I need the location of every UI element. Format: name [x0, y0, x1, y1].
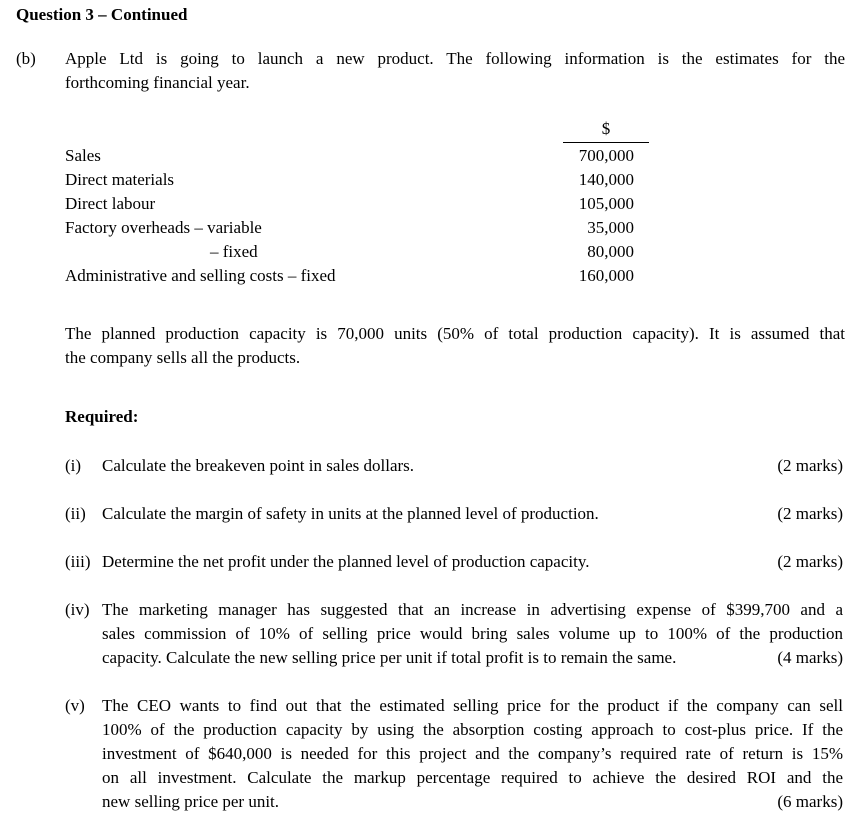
row-label-overheads-variable: Factory overheads – variable	[65, 218, 262, 237]
question-text	[102, 694, 843, 814]
row-value-direct-materials: 140,000	[578, 170, 634, 189]
question-marks: (2 marks)	[777, 456, 843, 475]
question-line: The CEO wants to find out that the estimated selling price for the product if the company can sell	[102, 696, 843, 715]
row-label-overheads-fixed: – fixed	[210, 242, 258, 261]
question-line: Calculate the margin of safety in units at the planned level of production.	[102, 504, 599, 523]
row-label-admin-selling: Administrative and selling costs – fixed	[65, 266, 336, 285]
row-label-direct-labour: Direct labour	[65, 194, 156, 213]
capacity-line-1: The planned production capacity is 70,000 units (50% of total production capacity). It is assumed that	[65, 324, 845, 343]
question-line: investment of $640,000 is needed for this project and the company’s required rate of return is 15%	[102, 744, 843, 763]
row-value-direct-labour: 105,000	[578, 194, 634, 213]
capacity-note	[65, 322, 845, 370]
question-line: The marketing manager has suggested that an increase in advertising expense of $399,700 and a	[102, 600, 843, 619]
question-line: on all investment. Calculate the markup percentage required to achieve the desired ROI and the	[102, 768, 843, 787]
question-marks: (6 marks)	[777, 792, 843, 811]
question-text	[102, 598, 843, 670]
question-line: capacity. Calculate the new selling price per unit if total profit is to remain the same.	[102, 648, 677, 667]
question-heading: Question 3 – Continued	[16, 5, 188, 24]
row-value-overheads-variable: 35,000	[587, 218, 634, 237]
question-text	[102, 454, 843, 478]
row-value-admin-selling: 160,000	[578, 266, 634, 285]
question-text	[102, 502, 843, 526]
question-line: new selling price per unit.	[102, 792, 280, 811]
required-heading: Required:	[65, 407, 139, 426]
question-number: (iii)	[65, 552, 91, 571]
intro-line-2: forthcoming financial year.	[65, 73, 250, 92]
part-intro	[65, 47, 845, 95]
question-marks: (2 marks)	[777, 552, 843, 571]
question-number: (v)	[65, 696, 85, 715]
question-number: (i)	[65, 456, 82, 475]
intro-line-1: Apple Ltd is going to launch a new product. The following information is the estimates for the	[65, 49, 845, 68]
question-line: Calculate the breakeven point in sales dollars.	[102, 456, 415, 475]
row-value-sales: 700,000	[578, 146, 634, 165]
part-label: (b)	[16, 49, 36, 68]
row-value-overheads-fixed: 80,000	[587, 242, 634, 261]
capacity-line-2: the company sells all the products.	[65, 348, 301, 367]
currency-header: $	[563, 117, 649, 143]
row-label-direct-materials: Direct materials	[65, 170, 175, 189]
question-text	[102, 550, 843, 574]
question-marks: (2 marks)	[777, 504, 843, 523]
row-label-sales: Sales	[65, 146, 101, 165]
question-number: (ii)	[65, 504, 86, 523]
question-marks: (4 marks)	[777, 648, 843, 667]
question-line: 100% of the production capacity by using the absorption costing approach to cost-plus price. If the	[102, 720, 843, 739]
question-line: sales commission of 10% of selling price would bring sales volume up to 100% of the production	[102, 624, 843, 643]
question-line: Determine the net profit under the planned level of production capacity.	[102, 552, 590, 571]
question-number: (iv)	[65, 600, 90, 619]
